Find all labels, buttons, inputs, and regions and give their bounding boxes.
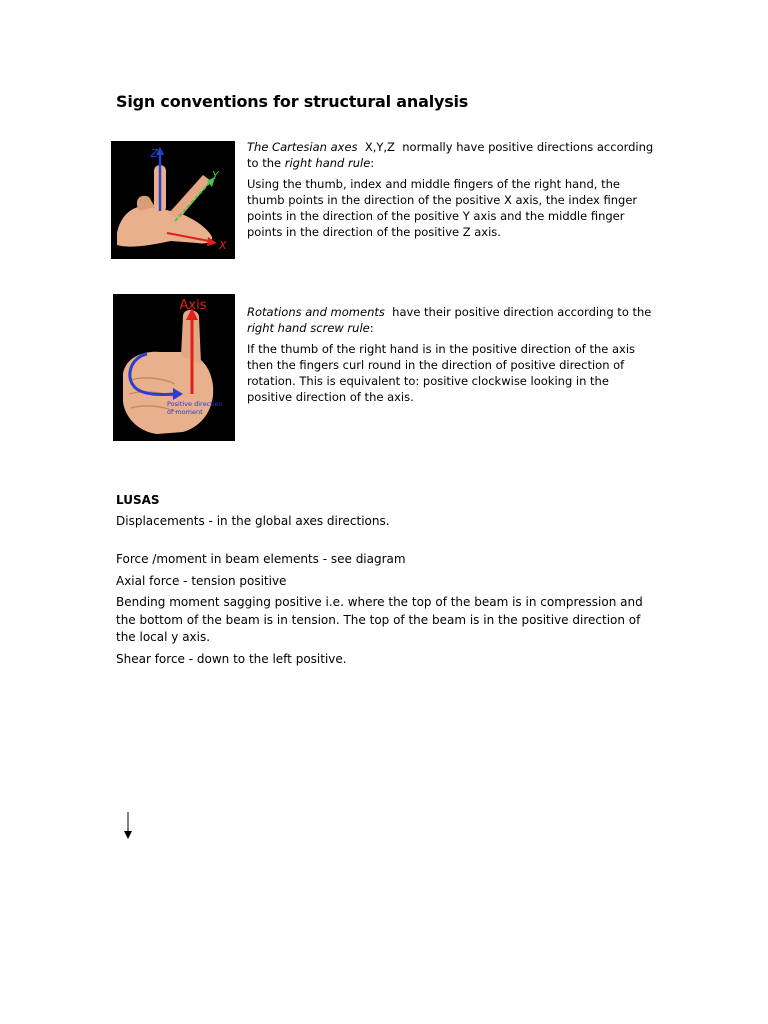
- cartesian-term: The Cartesian axes: [247, 140, 358, 154]
- right-hand-screw-term: right hand screw rule: [247, 321, 370, 336]
- moment-label-line1: Positive direction: [167, 400, 223, 408]
- right-hand-rule-lead: [247, 139, 657, 172]
- lusas-section: [116, 492, 656, 672]
- beam-elements-text: Force /moment in beam elements - see diagram: [116, 552, 406, 566]
- right-hand-rule-figure: [111, 141, 235, 259]
- rotations-term: Rotations and moments: [247, 305, 385, 319]
- rotations-lead-rest: have their positive direction according to the: [392, 305, 652, 319]
- right-hand-screw-figure: [113, 294, 235, 441]
- rotations-colon: :: [369, 321, 374, 336]
- down-arrow-icon: [122, 812, 134, 840]
- lusas-heading: LUSAS: [116, 493, 160, 507]
- page-title: Sign conventions for structural analysis: [116, 92, 469, 111]
- moment-label-line2: of moment: [167, 408, 203, 416]
- right-hand-rule-text: [247, 139, 657, 241]
- right-hand-rule-body: Using the thumb, index and middle fingers of the right hand, the thumb points in the direction of the positive X axis, the index finger points in the direction of the positive Y axis and the middle finger points in the direction of the positive Z axis.: [247, 176, 638, 240]
- bending-moment-text: Bending moment sagging positive i.e. where the top of the beam is in compression and the bottom of the beam is in tension. The top of the beam is in the positive direction of the local y axis.: [116, 595, 643, 644]
- right-hand-screw-body: If the thumb of the right hand is in the positive direction of the axis then the fingers curl round in the direction of positive direction of rotation. This is equivalent to: positive clockwise looking in the positive direction of the axis.: [247, 341, 636, 405]
- cartesian-lead-rest: normally have positive directions according to the: [247, 140, 654, 171]
- z-axis-label: Z: [150, 147, 158, 160]
- hand-moment-illustration: [113, 294, 235, 441]
- cartesian-axes-list: X,Y,Z: [364, 140, 395, 154]
- right-hand-rule-term: right hand rule: [284, 156, 371, 171]
- x-axis-label: X: [219, 239, 227, 252]
- right-hand-screw-text: [247, 304, 657, 406]
- shear-force-text: Shear force - down to the left positive.: [116, 651, 347, 666]
- axis-label: Axis: [179, 298, 207, 313]
- cartesian-colon: :: [370, 156, 375, 171]
- right-hand-screw-lead: [247, 304, 657, 337]
- axial-force-text: Axial force - tension positive: [116, 573, 287, 588]
- displacements-text: Displacements - in the global axes directions.: [116, 513, 390, 528]
- hand-axes-illustration: [111, 141, 235, 259]
- y-axis-label: Y: [212, 169, 219, 182]
